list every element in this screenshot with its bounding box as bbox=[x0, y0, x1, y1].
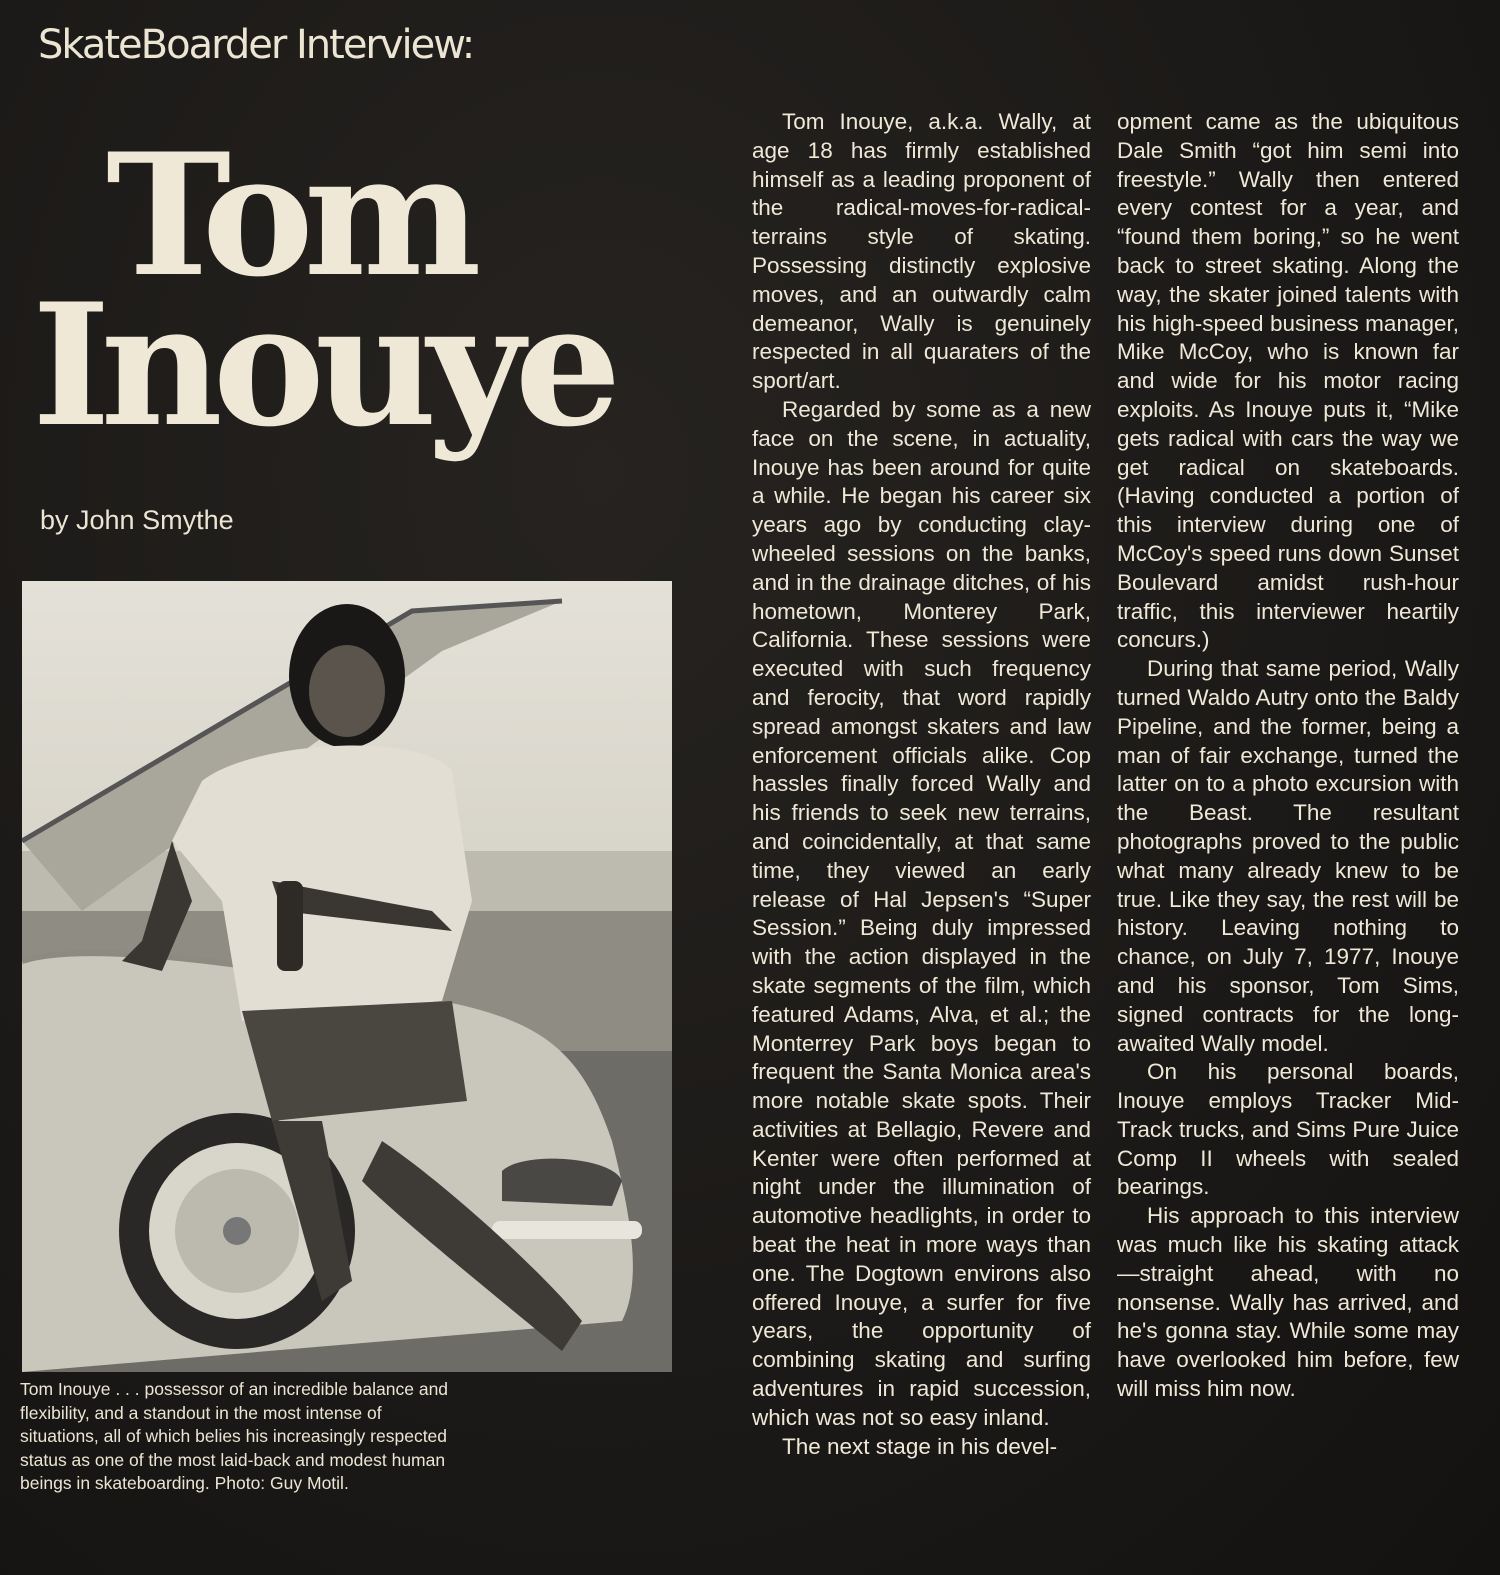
title-line-last-name: Inouye bbox=[32, 266, 612, 464]
article-column-1 bbox=[752, 108, 1091, 1461]
title-line-first-name: Tom bbox=[106, 116, 472, 314]
paragraph: Tom Inouye, a.k.a. Wally, at age 18 has firmly established himself as a leading proponent of the radical-moves-for-radical-terrains style of skating. Possessing distinctly explosive moves, and an outwardly calm demeanor, Wally is genuinely respected in all quaraters of the sport/art. bbox=[752, 109, 1091, 394]
section-kicker: SkateBoarder Interview: bbox=[38, 22, 474, 68]
paragraph: During that same period, Wally turned Waldo Autry onto the Baldy Pipeline, and the former, being a man of fair exchange, turned the latter on to a photo excursion with the Beast. The resultant photographs proved to the public what many already knew to be true. Like they say, the rest will be history. Leaving nothing to chance, on July 7, 1977, Inouye and his sponsor, Tom Sims, signed contracts for the long-awaited Wally model. bbox=[1117, 656, 1459, 1056]
article-photo bbox=[22, 581, 672, 1372]
paragraph: opment came as the ubiquitous Dale Smith “got him semi into freestyle.” Wally then entered every contest for a year, and “found them boring,” so he went back to street skating. Along the way, the skater joined talents with his high-speed business manager, Mike McCoy, who is known far and wide for his motor racing exploits. As Inouye puts it, “Mike gets radical with cars the way we get radical on skateboards. (Having conducted a portion of this interview during one of McCoy's speed runs down Sunset Boulevard amidst rush-hour traffic, this interviewer heartily concurs.) bbox=[1117, 109, 1459, 653]
article-column-2 bbox=[1117, 108, 1459, 1404]
photo-skater-leaning-on-car-icon bbox=[22, 581, 672, 1372]
paragraph: His approach to this interview was much like his skating attack—straight ahead, with no nonsense. Wally has arrived, and he's gonna stay. While some may have overlooked him before, few will miss him now. bbox=[1117, 1203, 1459, 1402]
paragraph: On his personal boards, Inouye employs Tracker Mid-Track trucks, and Sims Pure Juice Comp II wheels with sealed bearings. bbox=[1117, 1059, 1459, 1200]
paragraph: Regarded by some as a new face on the scene, in actuality, Inouye has been around for quite a while. He began his career six years ago by conducting clay-wheeled sessions on the banks, and in the drainage ditches, of his hometown, Monterey Park, California. These sessions were executed with such frequency and ferocity, that word rapidly spread amongst skaters and law enforcement officials alike. Cop hassles finally forced Wally and his friends to seek new terrains, and coincidentally, at that same time, they viewed an early release of Hal Jepsen's “Super Session.” Being duly impressed with the action displayed in the skate segments of the film, which featured Adams, Alva, et al.; the Monterrey Park boys began to frequent the Santa Monica area's more notable skate spots. Their activities at Bellagio, Revere and Kenter were often performed at night under the illumination of automotive headlights, in order to beat the heat in more ways than one. The Dogtown environs also offered Inouye, a surfer for five years, the opportunity of combining skating and surfing adventures in rapid succession, which was not so easy inland. bbox=[752, 396, 1091, 1430]
byline: by John Smythe bbox=[40, 505, 234, 535]
paragraph: The next stage in his devel- bbox=[782, 1433, 1058, 1459]
article-title bbox=[32, 116, 612, 464]
photo-caption: Tom Inouye . . . possessor of an incredible balance and flexibility, and a standout in the most intense of situations, all of which belies his increasingly respected status as one of the most laid-back and modest human beings in skateboarding. Photo: Guy Motil. bbox=[20, 1379, 449, 1493]
